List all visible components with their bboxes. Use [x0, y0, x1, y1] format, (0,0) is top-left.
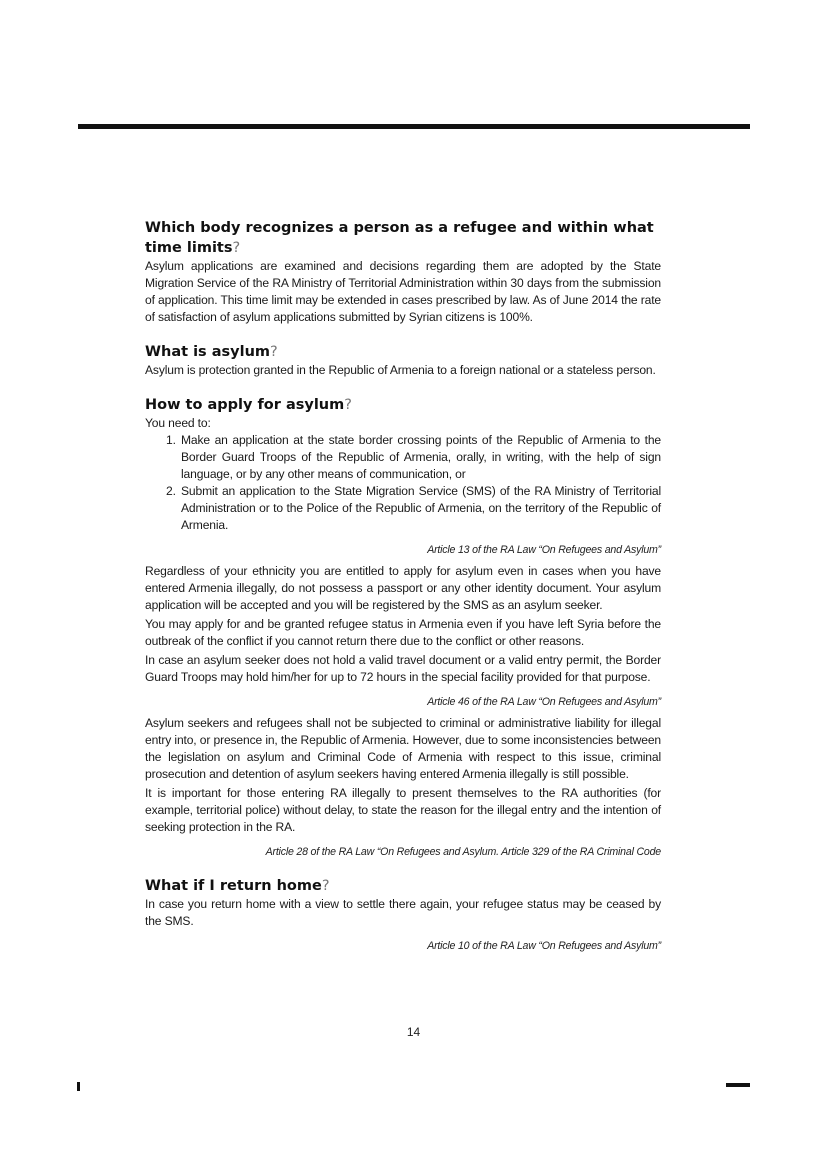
section-heading: What if I return home? — [145, 878, 330, 894]
paragraph: Regardless of your ethnicity you are entitled to apply for asylum even in cases when you have entered Armenia illegally, do not possess a passport or any other identity document. Your asylum application will be accepted and you will be registered by the SMS as an asylum seeker. — [145, 564, 661, 612]
intro-text: You need to: — [145, 416, 211, 430]
list-item: 2. Submit an application to the State Migration Service (SMS) of the RA Ministry of Territorial Administration or to the Police of the Republic of Armenia, on the territory of the Republic of Armenia. — [179, 483, 661, 534]
paragraph: In case you return home with a view to settle there again, your refugee status may be ceased by the SMS. — [145, 897, 661, 928]
section-heading: What is asylum? — [145, 344, 278, 360]
citation: Article 10 of the RA Law “On Refugees and Asylum” — [427, 940, 661, 952]
section-heading: Which body recognizes a person as a refugee and within what time limits? — [145, 220, 654, 256]
list-item: 1. Make an application at the state border crossing points of the Republic of Armenia to the Border Guard Troops of the Republic of Armenia, orally, in writing, with the help of sign language, or by any other means of communication, or — [179, 432, 661, 483]
paragraph: You may apply for and be granted refugee status in Armenia even if you have left Syria before the outbreak of the conflict if you cannot return there due to the conflict or other reasons. — [145, 617, 661, 648]
citation: Article 28 of the RA Law “On Refugees and Asylum. Article 329 of the RA Criminal Code — [265, 846, 661, 858]
crop-mark-right — [726, 1083, 750, 1087]
top-rule — [78, 124, 750, 129]
section-refugee-body — [145, 218, 661, 326]
steps-list — [145, 432, 661, 534]
citation: Article 13 of the RA Law “On Refugees and Asylum” — [427, 544, 661, 556]
paragraph: In case an asylum seeker does not hold a valid travel document or a valid entry permit, the Border Guard Troops may hold him/her for up to 72 hours in the special facility provided for that purpose. — [145, 653, 661, 684]
crop-mark-left — [77, 1082, 80, 1091]
citation: Article 46 of the RA Law “On Refugees and Asylum” — [427, 696, 661, 708]
section-what-is-asylum — [145, 342, 661, 379]
section-heading: How to apply for asylum? — [145, 397, 352, 413]
paragraph: Asylum seekers and refugees shall not be subjected to criminal or administrative liability for illegal entry into, or presence in, the Republic of Armenia. However, due to some inconsistencies between the legislation on asylum and Criminal Code of Armenia with respect to this issue, criminal prosecution and detention of asylum seekers having entered Armenia illegally is still possible. — [145, 716, 661, 781]
section-how-to-apply — [145, 395, 661, 860]
page-number: 14 — [406, 1025, 421, 1039]
paragraph: Asylum is protection granted in the Republic of Armenia to a foreign national or a stateless person. — [145, 363, 656, 377]
paragraph: Asylum applications are examined and decisions regarding them are adopted by the State Migration Service of the RA Ministry of Territorial Administration within 30 days from the submission of application. This time limit may be extended in cases prescribed by law. As of June 2014 the rate of satisfaction of asylum applications submitted by Syrian citizens is 100%. — [145, 259, 661, 324]
section-return-home — [145, 876, 661, 954]
paragraph: It is important for those entering RA illegally to present themselves to the RA authorities (for example, territorial police) without delay, to state the reason for the illegal entry and the intention of seeking protection in the RA. — [145, 786, 661, 834]
page-content — [145, 218, 661, 959]
